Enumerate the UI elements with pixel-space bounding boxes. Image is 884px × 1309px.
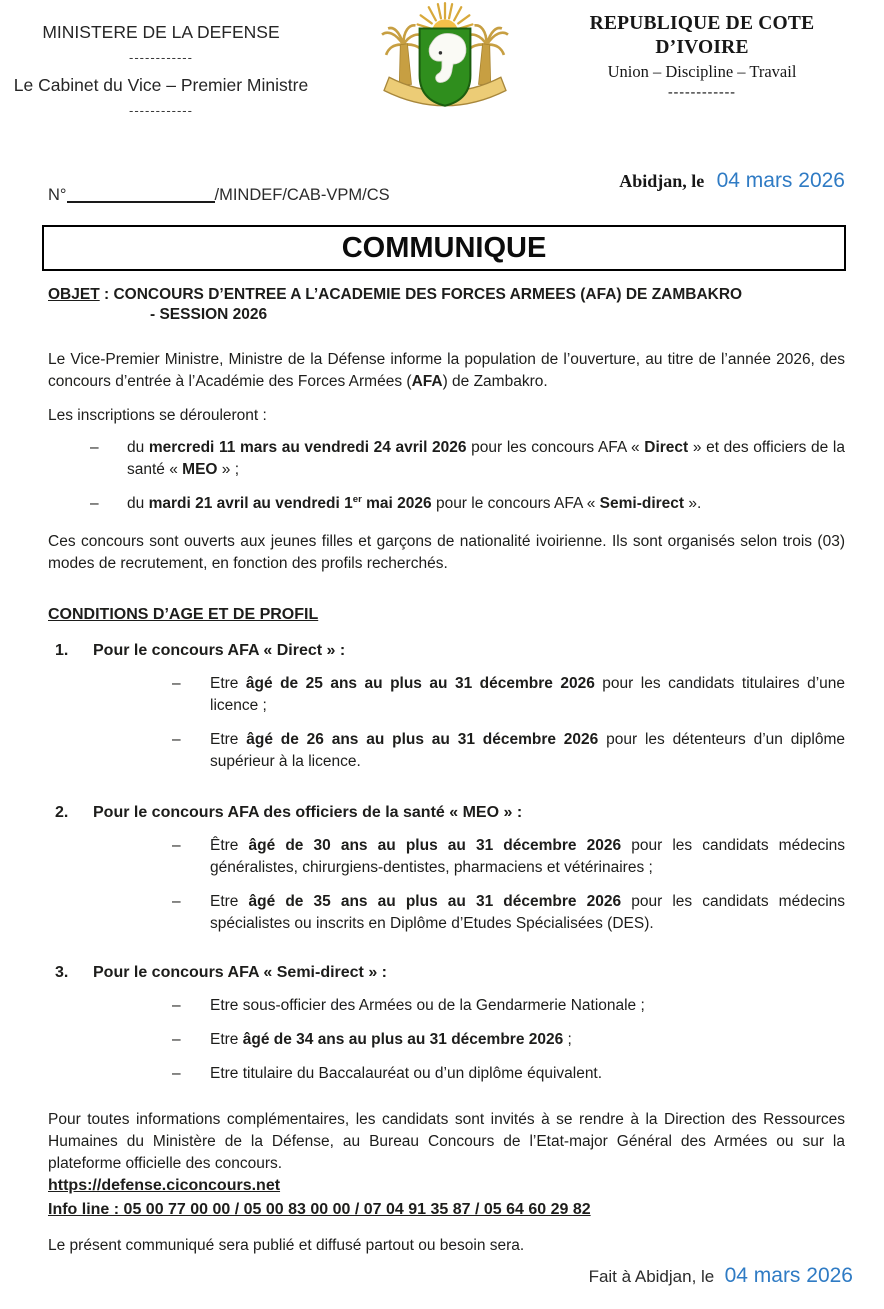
bullet-dash: – bbox=[90, 439, 99, 456]
dateline bbox=[619, 170, 845, 194]
inscriptions-list bbox=[48, 437, 845, 515]
list-item-text: Etre âgé de 26 ans au plus au 31 décembre 2026 pour les détenteurs d’un diplôme supérieur à la licence. bbox=[210, 731, 846, 770]
numbered-heading-3 bbox=[48, 963, 845, 983]
subject-heading bbox=[48, 285, 845, 325]
list-item bbox=[48, 1029, 845, 1051]
paragraph-more-info: Pour toutes informations complémentaires, les candidats sont invités à se rendre à la Direction des Ressources Humaines du Ministère de la Défense, au Bureau Concours de l’Etat-major Général des Armées ou sur la plateforme officielle des concours. bbox=[48, 1111, 845, 1172]
numbered-heading-1 bbox=[48, 641, 845, 661]
document-body bbox=[0, 285, 884, 1289]
item-title: Pour le concours AFA « Direct » : bbox=[93, 642, 346, 659]
separator-dashes: ------------ bbox=[129, 103, 193, 118]
signoff-label: Fait à Abidjan, le bbox=[588, 1267, 715, 1286]
separator-dashes: ------------ bbox=[129, 50, 193, 65]
subject-line-1: OBJET : CONCOURS D’ENTREE A L’ACADEMIE DES FORCES ARMEES (AFA) DE ZAMBAKRO bbox=[48, 286, 743, 303]
bullet-dash: – bbox=[172, 837, 181, 854]
page-title: COMMUNIQUE bbox=[341, 232, 547, 264]
conditions-list-2 bbox=[48, 835, 845, 935]
list-item bbox=[48, 673, 845, 717]
item-number: 1. bbox=[55, 642, 69, 659]
list-item-text: du mercredi 11 mars au vendredi 24 avril 2026 pour les concours AFA « Direct » et des officiers de la santé « MEO » ; bbox=[127, 439, 845, 478]
item-number: 3. bbox=[55, 964, 69, 981]
item-title: Pour le concours AFA des officiers de la santé « MEO » : bbox=[93, 804, 523, 821]
list-item bbox=[48, 995, 845, 1017]
reference-suffix: /MINDEF/CAB-VPM/CS bbox=[214, 186, 390, 204]
paragraph-inscriptions-intro: Les inscriptions se dérouleront : bbox=[48, 407, 267, 424]
list-item-text: Etre sous-officier des Armées ou de la Gendarmerie Nationale ; bbox=[210, 997, 645, 1014]
list-item-text: Être âgé de 30 ans au plus au 31 décembre 2026 pour les candidats médecins généralistes, chirurgiens-dentistes, pharmaciens et vétérinaires ; bbox=[210, 837, 846, 876]
signoff-date: 04 mars 2026 bbox=[724, 1264, 853, 1287]
reference-blank-line bbox=[67, 187, 215, 203]
list-item-text: Etre âgé de 34 ans au plus au 31 décembre 2026 ; bbox=[210, 1031, 572, 1048]
separator-dashes: ------------ bbox=[668, 85, 736, 100]
document-header bbox=[0, 0, 884, 225]
list-item-text: du mardi 21 avril au vendredi 1er mai 2026 pour le concours AFA « Semi-direct ». bbox=[127, 493, 702, 512]
list-item bbox=[48, 835, 845, 879]
bullet-dash: – bbox=[90, 495, 99, 512]
item-number: 2. bbox=[55, 804, 69, 821]
list-item bbox=[48, 1063, 845, 1085]
republic-title: REPUBLIQUE DE COTE D’IVOIRE bbox=[589, 13, 815, 58]
list-item bbox=[48, 437, 845, 481]
reference-prefix: N° bbox=[48, 186, 67, 204]
reference-number bbox=[48, 184, 390, 206]
subject-line-2: - SESSION 2026 bbox=[150, 306, 268, 323]
bullet-dash: – bbox=[172, 731, 181, 748]
list-item bbox=[48, 891, 845, 935]
list-item-text: Etre âgé de 35 ans au plus au 31 décembre 2026 pour les candidats médecins spécialistes ou inscrits en Diplôme d’Etudes Spécialisées (DES). bbox=[210, 893, 846, 932]
bullet-dash: – bbox=[172, 1031, 181, 1048]
item-title: Pour le concours AFA « Semi-direct » : bbox=[93, 964, 387, 981]
list-item bbox=[48, 493, 845, 515]
coat-of-arms-icon bbox=[381, 2, 509, 118]
paragraph-eligibility: Ces concours sont ouverts aux jeunes filles et garçons de nationalité ivoirienne. Ils sont organisés selon trois (03) modes de recrutement, en fonction des profils recherchés. bbox=[48, 533, 845, 572]
palm-tree-icon bbox=[467, 25, 508, 85]
republic-block bbox=[552, 12, 852, 102]
paragraph-intro: Le Vice-Premier Ministre, Ministre de la Défense informe la population de l’ouverture, au titre de l’année 2026, des concours d’entrée à l’Académie des Forces Armées (AFA) de Zambakro. bbox=[48, 351, 845, 390]
dateline-date: 04 mars 2026 bbox=[716, 169, 845, 192]
ministry-title: MINISTERE DE LA DEFENSE bbox=[42, 22, 280, 42]
bullet-dash: – bbox=[172, 1065, 181, 1082]
bullet-dash: – bbox=[172, 997, 181, 1014]
numbered-heading-2 bbox=[48, 803, 845, 823]
national-motto: Union – Discipline – Travail bbox=[607, 62, 797, 81]
list-item-text: Etre âgé de 25 ans au plus au 31 décembre 2026 pour les candidats titulaires d’une licence ; bbox=[210, 675, 846, 714]
conditions-list-1 bbox=[48, 673, 845, 773]
palm-tree-icon bbox=[382, 25, 423, 85]
website-link: https://defense.ciconcours.net bbox=[48, 1177, 281, 1194]
section-heading-conditions: CONDITIONS D’AGE ET DE PROFIL bbox=[48, 606, 319, 623]
cabinet-title: Le Cabinet du Vice – Premier Ministre bbox=[13, 75, 309, 95]
list-item bbox=[48, 729, 845, 773]
communique-title-box bbox=[42, 225, 846, 271]
dateline-label: Abidjan, le bbox=[619, 171, 705, 191]
list-item-text: Etre titulaire du Baccalauréat ou d’un diplôme équivalent. bbox=[210, 1065, 603, 1082]
info-line-numbers: Info line : 05 00 77 00 00 / 05 00 83 00 00 / 07 04 91 35 87 / 05 64 60 29 82 bbox=[48, 1201, 591, 1218]
ministry-block bbox=[10, 22, 312, 128]
conditions-list-3 bbox=[48, 995, 845, 1085]
signoff bbox=[48, 1265, 853, 1289]
bullet-dash: – bbox=[172, 893, 181, 910]
bullet-dash: – bbox=[172, 675, 181, 692]
paragraph-publication: Le présent communiqué sera publié et diffusé partout ou besoin sera. bbox=[48, 1237, 525, 1254]
